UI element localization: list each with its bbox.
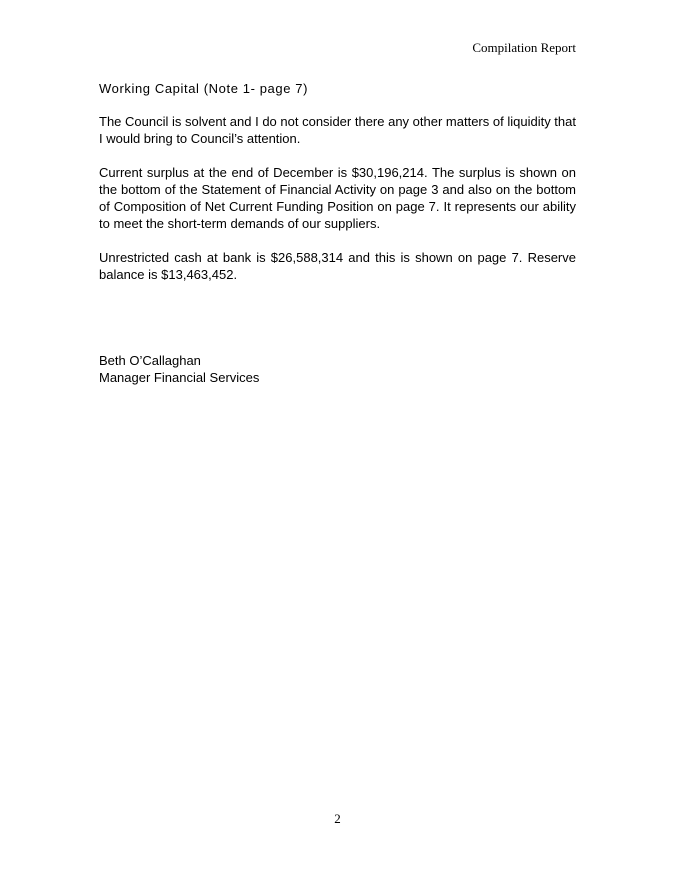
paragraph-solvency: The Council is solvent and I do not consider there any other matters of liquidity that I would bring to Council’s attention. (99, 114, 576, 146)
signatory-name: Beth O’Callaghan (99, 353, 201, 368)
signature-block (99, 352, 259, 386)
report-header: Compilation Report (472, 40, 576, 55)
paragraph-cash: Unrestricted cash at bank is $26,588,314 and this is shown on page 7. Reserve balance is $13,463,452. (99, 250, 576, 282)
page-number: 2 (334, 811, 341, 826)
paragraph-surplus: Current surplus at the end of December is $30,196,214. The surplus is shown on the bottom of the Statement of Financial Activity on page 3 and also on the bottom of Composition of Net Current Funding Position on page 7. It represents our ability to meet the short-term demands of our suppliers. (99, 165, 576, 231)
section-heading: Working Capital (Note 1- page 7) (99, 81, 308, 96)
report-body (99, 80, 576, 300)
signatory-title: Manager Financial Services (99, 370, 260, 385)
